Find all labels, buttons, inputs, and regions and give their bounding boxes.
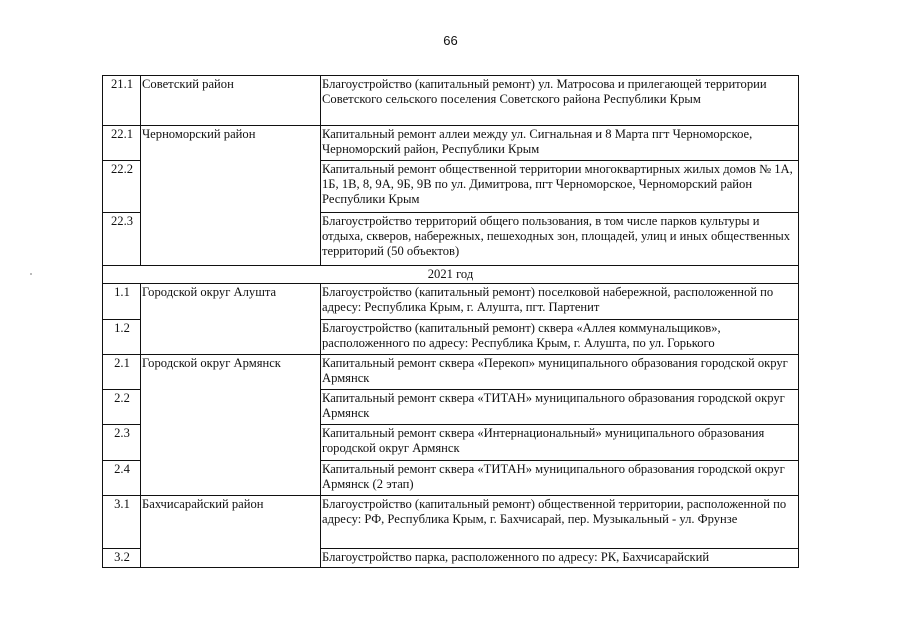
table-row <box>103 355 799 390</box>
row-number: 22.1 <box>103 126 141 161</box>
description-cell: Капитальный ремонт сквера «Перекоп» муниципального образования городской округ Армянск <box>321 355 799 390</box>
table-row <box>103 284 799 320</box>
objects-table <box>102 75 799 568</box>
row-number: 22.2 <box>103 161 141 213</box>
row-number: 21.1 <box>103 76 141 126</box>
description-cell: Благоустройство парка, расположенного по адресу: РК, Бахчисарайский <box>321 549 799 568</box>
row-number: 2.4 <box>103 461 141 496</box>
table-row <box>103 496 799 549</box>
description-cell: Благоустройство (капитальный ремонт) сквера «Аллея коммунальщиков», расположенного по адресу: Республика Крым, г. Алушта, по ул. Горького <box>321 320 799 355</box>
description-cell: Благоустройство (капитальный ремонт) ул. Матросова и прилегающей территории Советского сельского поселения Советского района Республики Крым <box>321 76 799 126</box>
district-cell: Городской округ Алушта <box>141 284 321 355</box>
page-number: 66 <box>443 33 458 48</box>
row-number: 3.2 <box>103 549 141 568</box>
district-cell: Городской округ Армянск <box>141 355 321 496</box>
row-number: 2.3 <box>103 425 141 461</box>
row-number: 2.1 <box>103 355 141 390</box>
description-cell: Благоустройство (капитальный ремонт) общественной территории, расположенной по адресу: РФ, Республика Крым, г. Бахчисарай, пер. Музыкальный - ул. Фрунзе <box>321 496 799 549</box>
description-cell: Капитальный ремонт общественной территории многоквартирных жилых домов № 1А, 1Б, 1В, 8, 9А, 9Б, 9В по ул. Димитрова, пгт Черноморское, Черноморский район Республики Крым <box>321 161 799 213</box>
district-cell: Черноморский район <box>141 126 321 266</box>
district-cell: Бахчисарайский район <box>141 496 321 568</box>
description-cell: Капитальный ремонт сквера «ТИТАН» муниципального образования городской округ Армянск (2 этап) <box>321 461 799 496</box>
row-number: 1.2 <box>103 320 141 355</box>
description-cell: Капитальный ремонт сквера «ТИТАН» муниципального образования городской округ Армянск <box>321 390 799 425</box>
row-number: 3.1 <box>103 496 141 549</box>
table-row <box>103 76 799 126</box>
description-cell: Благоустройство территорий общего пользования, в том числе парков культуры и отдыха, скверов, набережных, пешеходных зон, площадей, улиц и иных общественных территорий (50 объектов) <box>321 213 799 266</box>
description-cell: Капитальный ремонт аллеи между ул. Сигнальная и 8 Марта пгт Черноморское, Черноморский район, Республики Крым <box>321 126 799 161</box>
row-number: 2.2 <box>103 390 141 425</box>
district-cell: Советский район <box>141 76 321 126</box>
row-number: 22.3 <box>103 213 141 266</box>
description-cell: Капитальный ремонт сквера «Интернациональный» муниципального образования городской округ Армянск <box>321 425 799 461</box>
year-header: 2021 год <box>103 266 799 284</box>
description-cell: Благоустройство (капитальный ремонт) поселковой набережной, расположенной по адресу: Республика Крым, г. Алушта, пгт. Партенит <box>321 284 799 320</box>
table-row <box>103 126 799 161</box>
row-number: 1.1 <box>103 284 141 320</box>
year-header-row <box>103 266 799 284</box>
scan-speck <box>30 273 32 275</box>
